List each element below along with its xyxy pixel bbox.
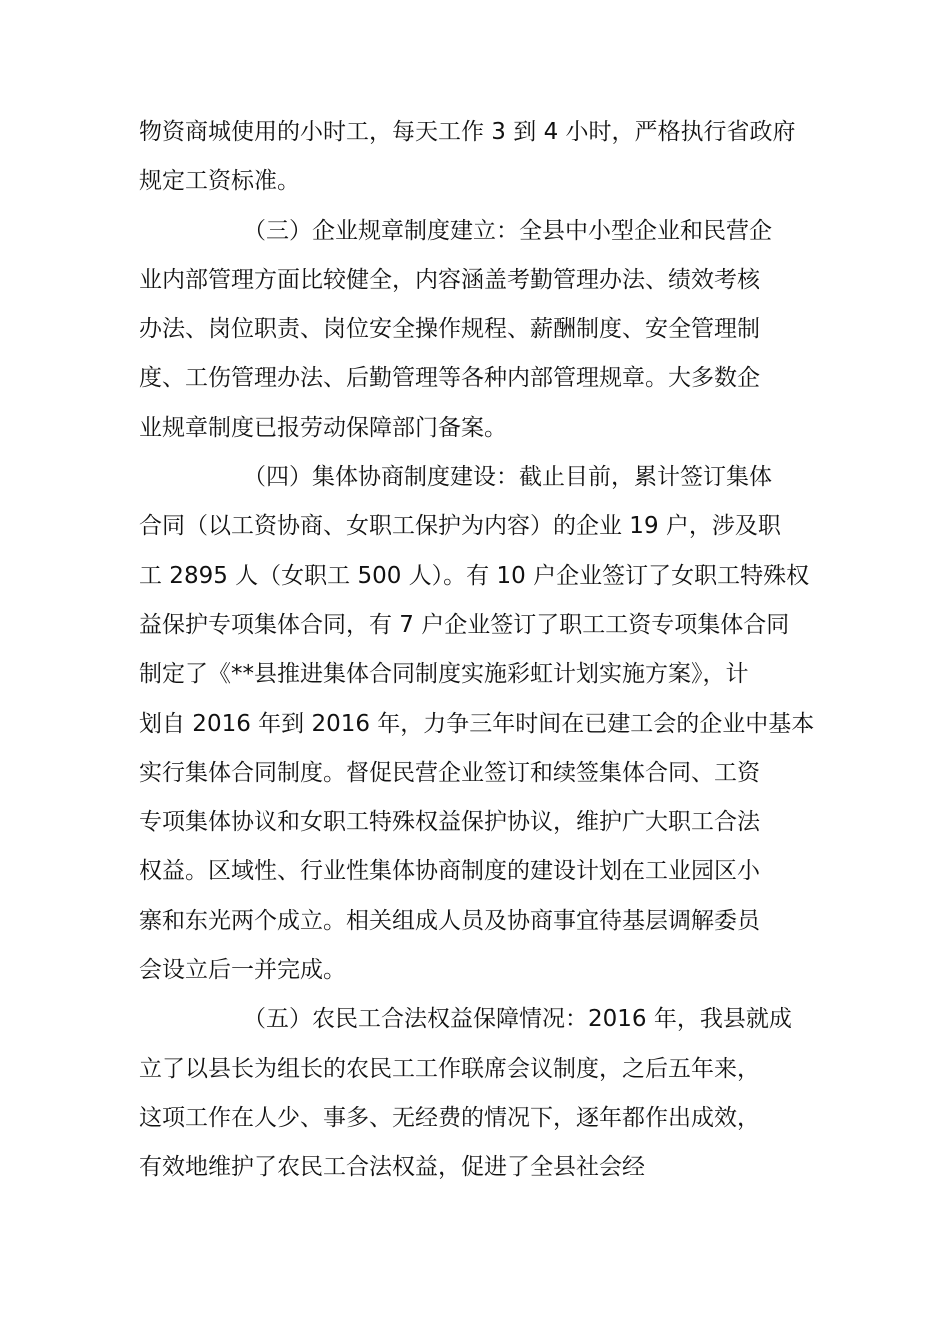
text-line: 寨和东光两个成立。相关组成人员及协商事宜待基层调解委员	[139, 907, 760, 934]
text-line: 立了以县长为组长的农民工工作联席会议制度，之后五年来，	[139, 1055, 760, 1082]
text-line: 度、工伤管理办法、后勤管理等各种内部管理规章。大多数企	[139, 365, 760, 392]
text-line: 办法、岗位职责、岗位安全操作规程、薪酬制度、安全管理制	[139, 316, 760, 343]
text-line: 制定了《**县推进集体合同制度实施彩虹计划实施方案》，计	[139, 661, 749, 688]
text-line: 划自 2016 年到 2016 年，力争三年时间在已建工会的企业中基本	[139, 710, 815, 737]
text-line: （三）企业规章制度建立：全县中小型企业和民营企	[243, 217, 772, 244]
text-line: 合同（以工资协商、女职工保护为内容）的企业 19 户，涉及职	[139, 513, 781, 540]
text-line: 工 2895 人（女职工 500 人）。有 10 户企业签订了女职工特殊权	[139, 562, 810, 589]
text-line: （五）农民工合法权益保障情况：2016 年，我县就成	[243, 1006, 792, 1033]
document-body	[139, 108, 829, 1193]
text-line: 权益。区域性、行业性集体协商制度的建设计划在工业园区小	[139, 858, 760, 885]
text-line: 有效地维护了农民工合法权益，促进了全县社会经	[139, 1154, 645, 1181]
text-line: 物资商城使用的小时工，每天工作 3 到 4 小时，严格执行省政府	[139, 119, 796, 145]
text-line: 益保护专项集体合同，有 7 户企业签订了职工工资专项集体合同	[139, 611, 790, 638]
text-line: （四）集体协商制度建设：截止目前，累计签订集体	[243, 464, 772, 491]
text-line: 这项工作在人少、事多、无经费的情况下，逐年都作出成效，	[139, 1104, 760, 1131]
text-line: 规定工资标准。	[139, 168, 300, 195]
text-line: 实行集体合同制度。督促民营企业签订和续签集体合同、工资	[139, 759, 760, 786]
text-line: 业内部管理方面比较健全，内容涵盖考勤管理办法、绩效考核	[139, 266, 760, 293]
text-line: 专项集体协议和女职工特殊权益保护协议，维护广大职工合法	[139, 809, 760, 836]
text-line: 业规章制度已报劳动保障部门备案。	[139, 414, 507, 441]
text-line: 会设立后一并完成。	[139, 957, 346, 984]
